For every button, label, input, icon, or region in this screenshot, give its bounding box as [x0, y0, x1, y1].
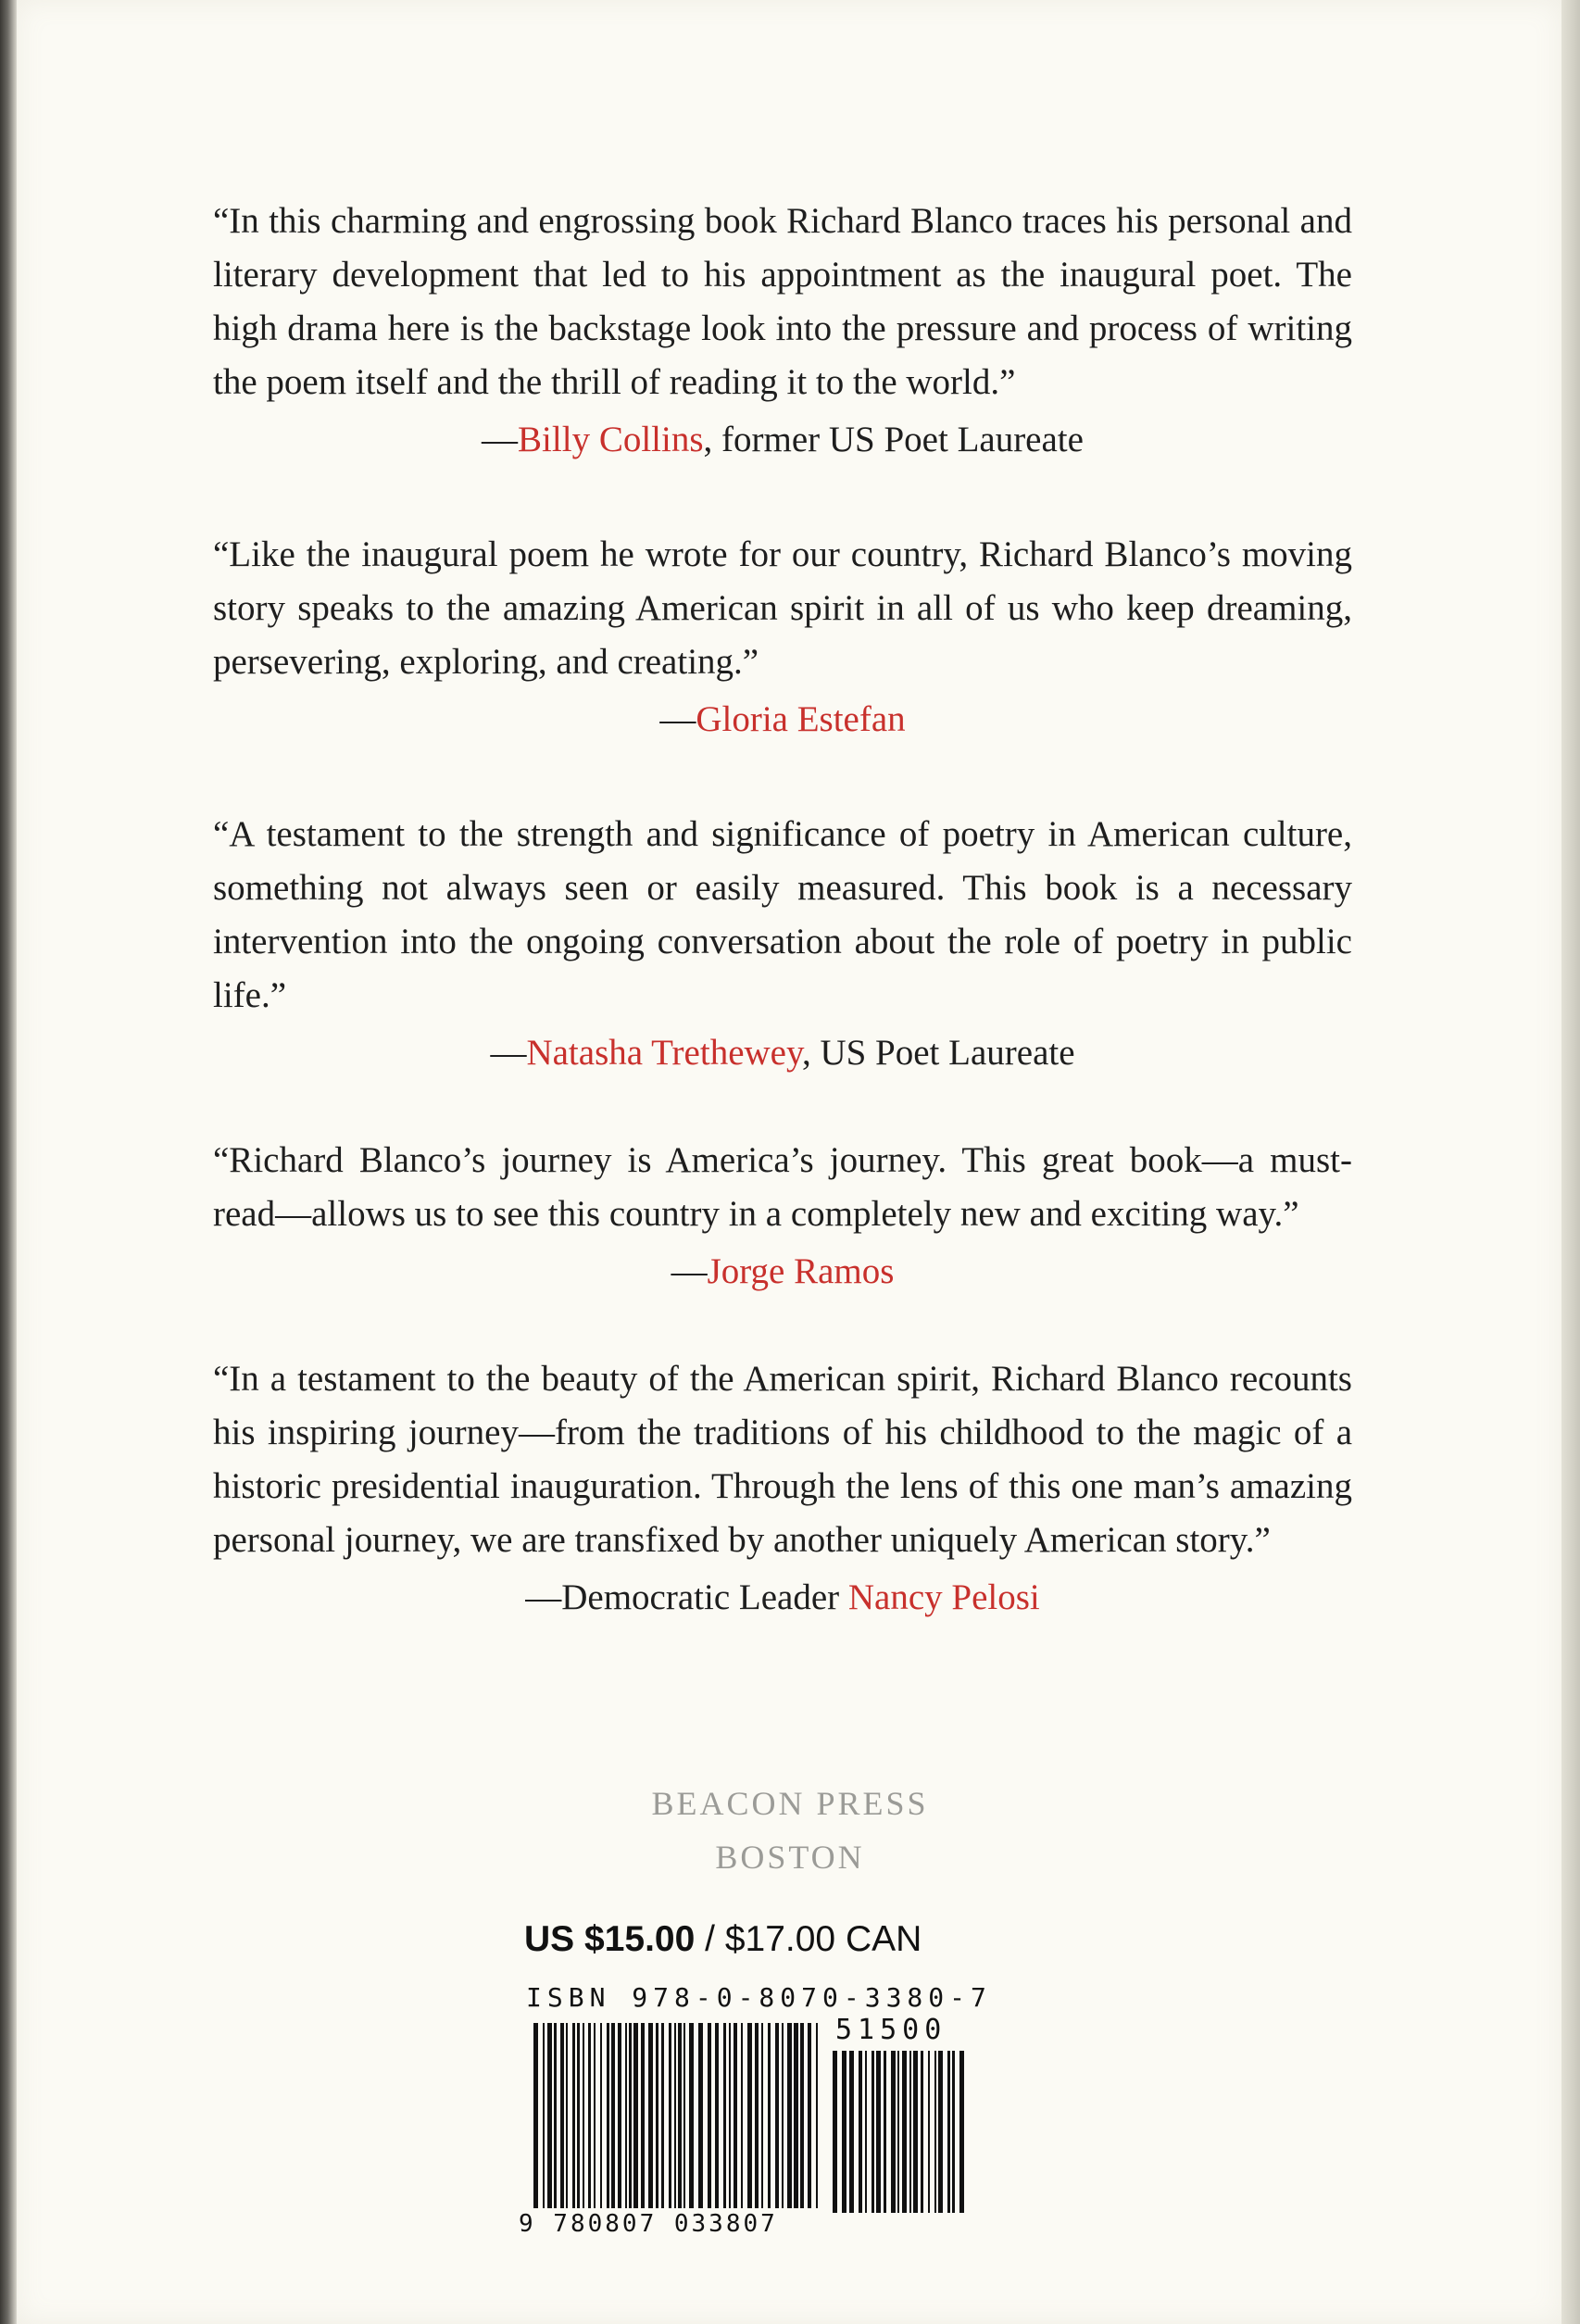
barcode-bar [952, 2051, 955, 2213]
barcode-bar [723, 2023, 726, 2208]
blurb [213, 1352, 1352, 1625]
barcode-bar [611, 2023, 615, 2208]
attribution-name: Jorge Ramos [707, 1251, 895, 1291]
attribution-prefix: —Democratic Leader [525, 1577, 848, 1617]
barcode-bar [588, 2023, 591, 2208]
blurb-attribution [213, 1245, 1352, 1299]
barcode-bar [808, 2023, 811, 2208]
attribution-title: , US Poet Laureate [801, 1033, 1075, 1073]
barcode-bar [547, 2023, 552, 2208]
barcode-bar [909, 2051, 911, 2213]
barcode-bar [698, 2023, 703, 2208]
barcode-bar [891, 2051, 896, 2213]
barcode-bar [959, 2051, 964, 2213]
barcode-bar [800, 2023, 804, 2208]
publisher-name: BEACON PRESS [651, 1785, 929, 1822]
barcode-bar [902, 2051, 907, 2213]
barcode-bar [543, 2023, 545, 2208]
barcode-bar [913, 2051, 918, 2213]
barcode-bar [572, 2023, 575, 2208]
barcode-bar [842, 2051, 846, 2213]
barcode-bar [928, 2051, 930, 2213]
barcode-bar [729, 2023, 731, 2208]
barcode-bar [689, 2023, 694, 2208]
barcode-bar [859, 2051, 862, 2213]
page-edge [1561, 0, 1580, 2324]
barcode-bar [554, 2023, 557, 2208]
attribution-prefix: — [671, 1251, 708, 1291]
attribution-prefix: — [482, 420, 519, 459]
blurb-quote: “Like the inaugural poem he wrote for our country, Richard Blanco’s moving story speaks to the amazing American spirit in all of us who keep dreaming, persevering, exploring, and creating.” [213, 534, 1352, 682]
barcode-bar [641, 2023, 645, 2208]
barcode-bar [607, 2023, 609, 2208]
barcode-bar [741, 2023, 743, 2208]
blurb [213, 528, 1352, 747]
isbn-label: ISBN 978-0-8070-3380-7 [526, 1982, 992, 2013]
barcode-bar [947, 2051, 950, 2213]
price-line [524, 1919, 922, 1960]
barcode-bar [648, 2023, 653, 2208]
blurb-attribution [213, 413, 1352, 467]
barcode-bar [849, 2051, 854, 2213]
barcode-bar [747, 2023, 752, 2208]
barcode-bar [876, 2051, 881, 2213]
barcode-addon-digits: 51500 [835, 2014, 947, 2046]
attribution-name: Natasha Trethewey [526, 1033, 802, 1073]
barcode-bar [674, 2023, 676, 2208]
barcode-bar [577, 2023, 580, 2208]
blurb-attribution [213, 1026, 1352, 1080]
barcode-bar [755, 2023, 759, 2208]
price-separator: / [695, 1919, 725, 1959]
barcode-bar [872, 2051, 874, 2213]
attribution-title: , former US Poet Laureate [703, 420, 1084, 459]
barcode-bar [533, 2023, 538, 2208]
blurb-attribution [213, 1571, 1352, 1625]
barcode-bar [633, 2023, 638, 2208]
blurb-quote: “In this charming and engrossing book Richard Blanco traces his personal and literary development that led to his appointment as the inaugural poet. The high drama here is the backstage look into the pressure and process of writing the poem itself and the thrill of reading it to the world.” [213, 201, 1352, 402]
barcode-bar [787, 2023, 792, 2208]
blurb-list [213, 195, 1352, 1625]
barcode-bar [833, 2051, 837, 2213]
blurb-quote: “A testament to the strength and significance of poetry in American culture, something not always seen or easily measured. This book is a necessary intervention into the ongoing conversation about the role of poetry in public life.” [213, 814, 1352, 1015]
barcode-bar [566, 2023, 568, 2208]
barcode-bar [625, 2023, 627, 2208]
barcode-bar [708, 2023, 711, 2208]
blurb-attribution [213, 693, 1352, 747]
barcode-bar [600, 2023, 602, 2208]
barcode-bar [683, 2023, 685, 2208]
barcode-bar [816, 2023, 818, 2208]
barcode-bar [594, 2023, 596, 2208]
spine-edge [0, 0, 17, 2324]
publisher-city: BOSTON [715, 1839, 865, 1876]
barcode-bar [768, 2023, 771, 2208]
barcode-bar [794, 2023, 798, 2208]
attribution-name: Nancy Pelosi [847, 1577, 1040, 1617]
barcode-bar [678, 2023, 682, 2208]
publisher-imprint [0, 1777, 1580, 1884]
blurb-quote: “In a testament to the beauty of the American spirit, Richard Blanco recounts his inspiring journey—from the traditions of his childhood to the magic of a historic presidential inauguration. Through the lens of this one man’s amazing personal journey, we are transfixed by another uniquely American story.” [213, 1359, 1352, 1560]
barcode-bar [661, 2023, 664, 2208]
blurb [213, 195, 1352, 467]
barcode-bar [782, 2023, 784, 2208]
barcode [519, 2014, 1065, 2240]
barcode-bar [865, 2051, 867, 2213]
blurb [213, 808, 1352, 1080]
blurb [213, 1134, 1352, 1299]
barcode-bar [629, 2023, 632, 2208]
barcode-bar [938, 2051, 943, 2213]
attribution-name: Billy Collins [518, 420, 704, 459]
blurb-quote: “Richard Blanco’s journey is America’s journey. This great book—a must-read—allows us to see this country in a completely new and exciting way.” [213, 1140, 1352, 1234]
attribution-name: Gloria Estefan [696, 699, 906, 739]
attribution-prefix: — [659, 699, 696, 739]
barcode-bar [734, 2023, 737, 2208]
barcode-bar [583, 2023, 584, 2208]
barcode-bar [934, 2051, 936, 2213]
price-us: US $15.00 [524, 1919, 696, 1959]
barcode-bar [669, 2023, 671, 2208]
barcode-main-digits: 9 780807 033807 [519, 2210, 778, 2238]
barcode-bar [656, 2023, 658, 2208]
barcode-bar [775, 2023, 779, 2208]
attribution-prefix: — [490, 1033, 527, 1073]
barcode-bar [715, 2023, 719, 2208]
barcode-bar [884, 2051, 886, 2213]
barcode-bar [921, 2051, 923, 2213]
barcode-bar [560, 2023, 564, 2208]
barcode-bar [618, 2023, 621, 2208]
barcode-bar [761, 2023, 763, 2208]
barcode-addon-bars [829, 2051, 968, 2217]
price-can: $17.00 CAN [724, 1919, 922, 1959]
barcode-bar [897, 2051, 899, 2213]
